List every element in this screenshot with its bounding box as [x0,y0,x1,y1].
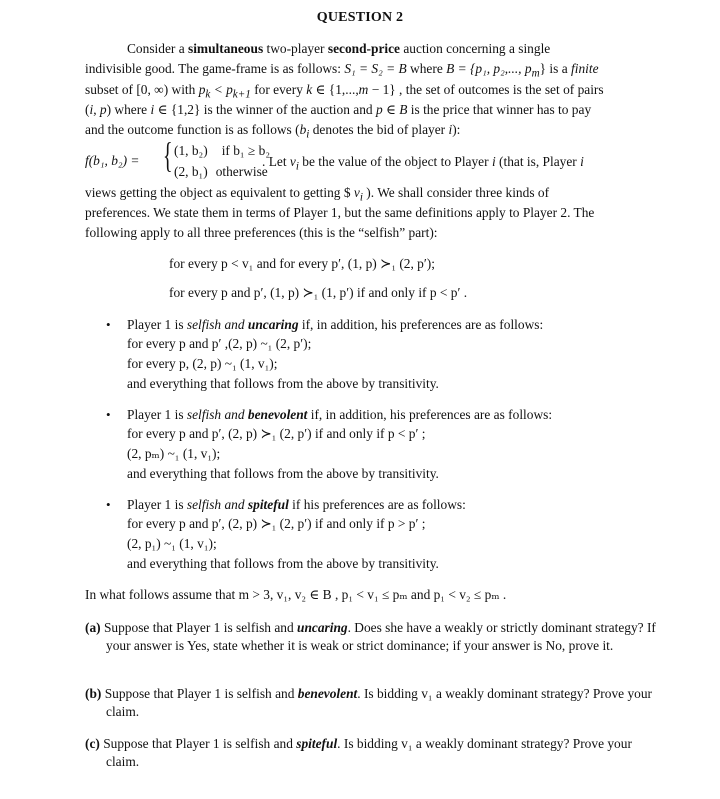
benevolent-rule-1: for every p and p′, (2, p) ≻₁ (2, p′) if and only if p < p′ ; [127,426,426,441]
intro-line-1: Consider a simultaneous two-player second-price auction concerning a single [127,41,551,56]
selfish-rule-2: for every p and p′, (1, p) ≻₁ (1, p′) if and only if p < p′ . [169,285,468,300]
bullet-icon: • [106,497,111,512]
benevolent-rule-3: and everything that follows from the above by transitivity. [127,466,439,481]
uncaring-rule-2: for every p, (2, p) ~₁ (1, v₁); [127,356,278,371]
formula-case-1: (1, b₂) if b₁ ≥ b₂ [174,143,270,158]
para2-line-1: views getting the object as equivalent to getting $ $v_i$ ). We shall consider three kinds of [85,185,550,204]
question-c: (c) Suppose that Player 1 is selfish and spiteful. Is bidding v₁ a weakly dominant strategy? Prove your claim. [85,736,632,769]
question-title: QUESTION 2 [316,10,404,25]
uncaring-rule-1: for every p and p′ ,(2, p) ~₁ (2, p′); [127,336,312,351]
spiteful-rule-2: (2, p₁) ~₁ (1, v₁); [127,536,217,551]
benevolent-rule-2: (2, pₘ) ~₁ (1, v₁); [127,446,221,461]
uncaring-rule-3: and everything that follows from the above by transitivity. [127,376,439,391]
formula-tail: . Let $v_i$ be the value of the object to Player i (that is, Player i [262,154,584,173]
intro-line-4: (i, p) where i ∈ {1,2} is the winner of the auction and p ∈ B is the price that winner has to pay [85,102,592,117]
benevolent-heading: Player 1 is selfish and benevolent if, in addition, his preferences are as follows: [127,407,553,422]
para2-line-3: following apply to all three preferences (this is the “selfish” part): [85,225,438,240]
intro-line-2: indivisible good. The game-frame is as follows: S₁ = S₂ = B where B = {p₁, p₂,..., $p_m$} is a finite [85,61,599,80]
selfish-rule-1: for every p < v₁ and for every p′, (1, p) ≻₁ (2, p′); [169,256,435,271]
formula-case-2: (2, b₁) otherwise [174,164,268,179]
bullet-icon: • [106,407,111,422]
spiteful-rule-1: for every p and p′, (2, p) ≻₁ (2, p′) if and only if p > p′ ; [127,516,426,531]
formula-brace: { [163,135,173,175]
question-a: (a) Suppose that Player 1 is selfish and uncaring. Does she have a weakly or strictly dominant strategy? If your answer is Yes, state whether it is weak or strict dominance; if your answer is No, prove it. [85,620,656,653]
intro-line-5: and the outcome function is as follows ($b_i$ denotes the bid of player i): [85,122,461,141]
spiteful-rule-3: and everything that follows from the above by transitivity. [127,556,439,571]
assumption-line: In what follows assume that m > 3, v₁, v₂ ∈ B , p₁ < v₁ ≤ pₘ and p₁ < v₂ ≤ pₘ . [85,587,507,602]
spiteful-heading: Player 1 is selfish and spiteful if his preferences are as follows: [127,497,466,512]
question-b: (b) Suppose that Player 1 is selfish and benevolent. Is bidding v₁ a weakly dominant strategy? Prove your claim. [85,686,652,719]
para2-line-2: preferences. We state them in terms of Player 1, but the same definitions apply to Player 2. The [85,205,595,220]
bullet-icon: • [106,317,111,332]
intro-line-3: subset of [0, ∞) with $p_k < p_{k+1}$ for every k ∈ {1,...,m − 1} , the set of outcomes is the set of pairs [85,82,604,101]
formula-lhs: f(b₁, b₂) = [85,153,140,168]
uncaring-heading: Player 1 is selfish and uncaring if, in addition, his preferences are as follows: [127,317,544,332]
